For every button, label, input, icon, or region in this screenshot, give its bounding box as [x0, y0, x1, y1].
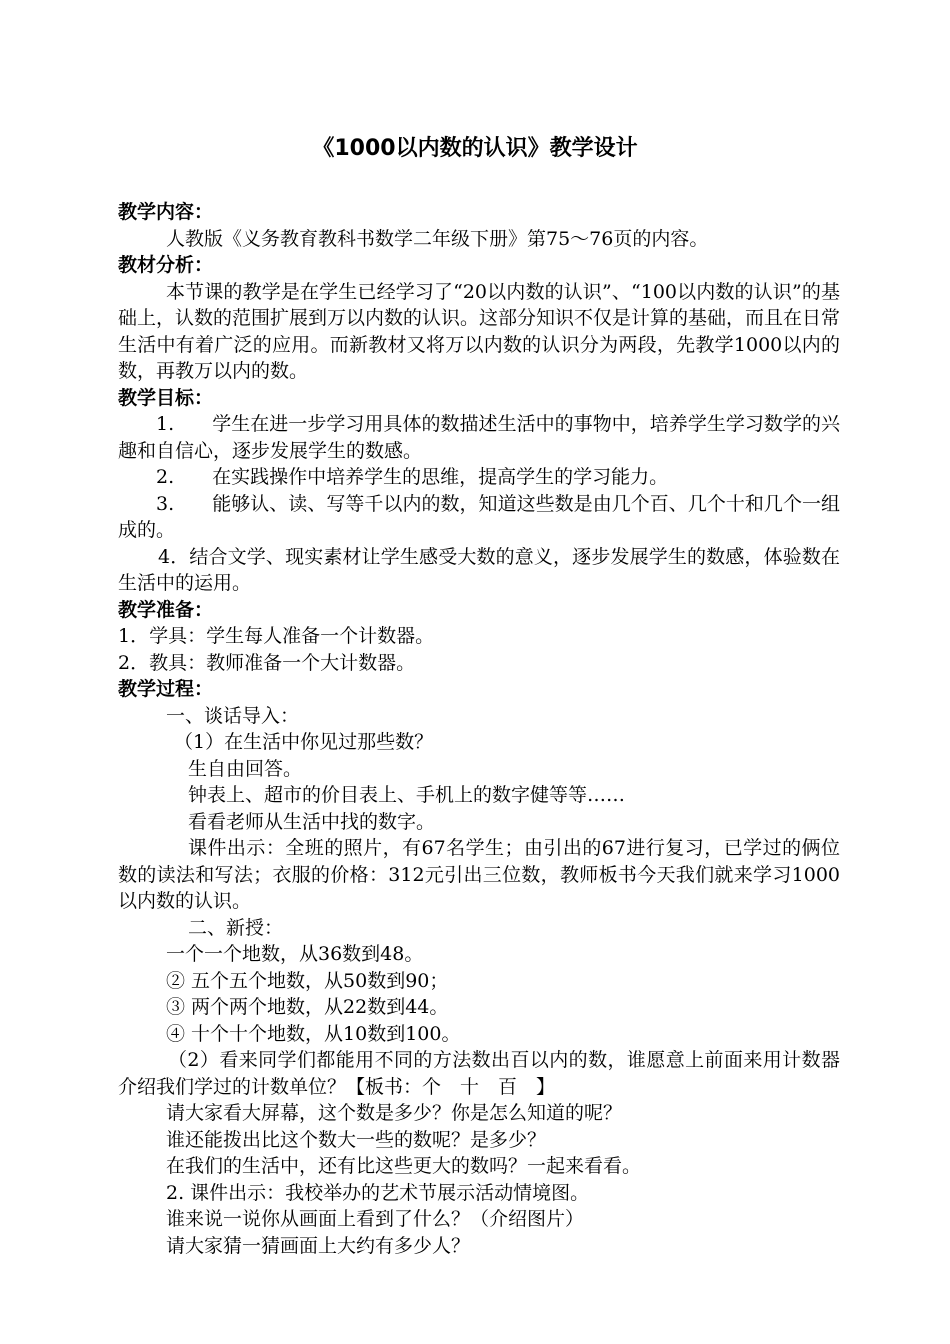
process-line: 一个一个地数，从36数到48。	[166, 943, 424, 965]
document-body	[118, 199, 840, 1259]
process-line: 二、新授：	[188, 916, 284, 939]
process-line: 一、谈话导入：	[166, 704, 300, 727]
process-line: 钟表上、超市的价目表上、手机上的数字健等等……	[188, 784, 626, 806]
goal-item: 4．结合文学、现实素材让学生感受大数的意义，逐步发展学生的数感，体验数在生活中的运用。	[118, 545, 840, 594]
section-heading-content: 教学内容：	[118, 201, 214, 223]
goal-item: 1. 学生在进一步学习用具体的数描述生活中的事物中，培养学生学习数学的兴趣和自信心，逐步发展学生的数感。	[118, 413, 840, 462]
process-line: （2）看来同学们都能用不同的方法数出百以内的数，谁愿意上前面来用计数器介绍我们学过的计数单位？【板书：个 十 百 】	[118, 1049, 840, 1098]
process-line: ③ 两个两个地数，从22数到44。	[166, 996, 449, 1018]
process-line: 2. 课件出示：我校举办的艺术节展示活动情境图。	[166, 1181, 590, 1204]
process-line: 在我们的生活中，还有比这些更大的数吗？一起来看看。	[166, 1155, 642, 1177]
process-line: 课件出示：全班的照片，有67名学生；由引出的67进行复习，已学过的俩位数的读法和写法；衣服的价格：312元引出三位数，教师板书今天我们就来学习1000以内数的认识。	[118, 837, 840, 912]
section-heading-analysis: 教材分析：	[118, 254, 214, 276]
prep-item: 2．教具：教师准备一个大计数器。	[118, 651, 416, 674]
process-line: 看看老师从生活中找的数字。	[188, 810, 436, 833]
process-line: 谁来说一说你从画面上看到了什么？（介绍图片）	[166, 1208, 585, 1230]
document-title: 《1000以内数的认识》教学设计	[312, 136, 638, 161]
process-line: ② 五个五个地数，从50数到90；	[166, 969, 449, 992]
content-paragraph: 人教版《义务教育教科书数学二年级下册》第75～76页的内容。	[166, 227, 709, 250]
process-line: （1）在生活中你见过那些数？	[174, 731, 434, 753]
goal-item: 3. 能够认、读、写等千以内的数，知道这些数是由几个百、几个十和几个一组成的。	[118, 492, 840, 541]
process-line: ④ 十个十个地数，从10数到100。	[166, 1022, 461, 1045]
prep-item: 1．学具：学生每人准备一个计数器。	[118, 625, 435, 647]
section-heading-process: 教学过程：	[118, 678, 214, 700]
process-line: 谁还能拨出比这个数大一些的数呢？是多少？	[166, 1128, 547, 1151]
process-line: 请大家猜一猜画面上大约有多少人？	[166, 1234, 471, 1257]
process-line: 请大家看大屏幕，这个数是多少？你是怎么知道的呢？	[166, 1102, 623, 1124]
goal-item: 2. 在实践操作中培养学生的思维，提高学生的学习能力。	[156, 466, 669, 488]
section-heading-goals: 教学目标：	[118, 386, 214, 409]
section-heading-prep: 教学准备：	[118, 598, 214, 621]
analysis-paragraph: 本节课的教学是在学生已经学习了“20以内数的认识”、“100以内数的认识”的基础上，认数的范围扩展到万以内数的认识。这部分知识不仅是计算的基础，而且在日常生活中有着广泛的应用。而新教材又将万以内数的认识分为两段，先教学1000以内的数，再教万以内的数。	[118, 280, 841, 382]
process-line: 生自由回答。	[188, 757, 303, 780]
